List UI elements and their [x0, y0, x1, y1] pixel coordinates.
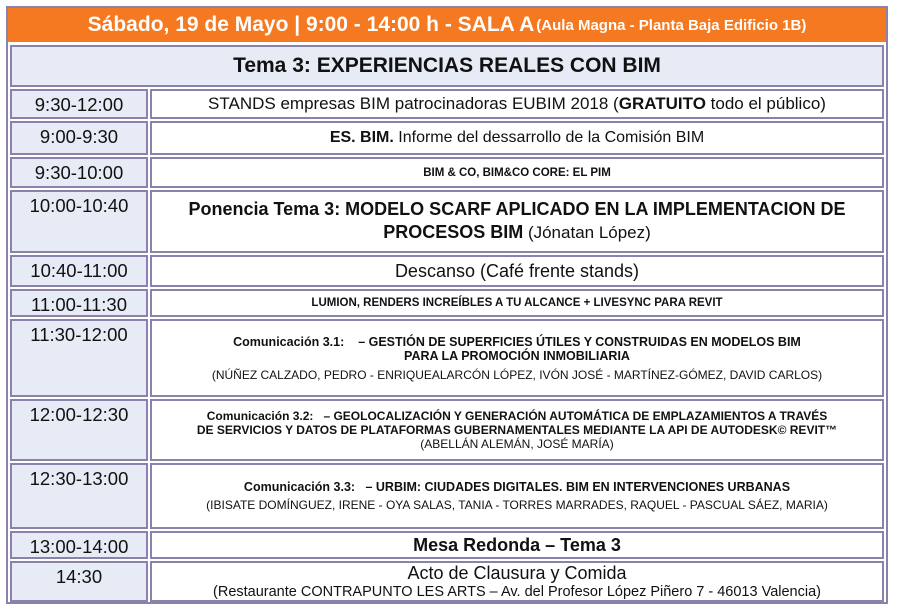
row-text: Descanso (Café frente stands): [394, 260, 640, 281]
talk-title: Ponencia Tema 3: MODELO SCARF APLICADO EN LA IMPLEMENTACION DE: [188, 199, 846, 219]
row-description: [150, 531, 884, 559]
schedule-row: [10, 531, 884, 559]
row-time: 12:00-12:30: [10, 399, 148, 461]
row-description: [150, 121, 884, 155]
communication-title-continued: PARA LA PROMOCIÓN INMOBILIARIA: [404, 348, 630, 363]
schedule-row: [10, 89, 884, 119]
topic-title: Tema 3: EXPERIENCIAS REALES CON BIM: [10, 45, 884, 87]
day-header-main: Sábado, 19 de Mayo | 9:00 - 14:00 h - SALA A: [87, 13, 535, 36]
row-text: todo el público): [705, 94, 826, 113]
communication-title: – URBIM: CIUDADES DIGITALES. BIM EN INTERVENCIONES URBANAS: [365, 480, 791, 494]
row-time: 13:00-14:00: [10, 531, 148, 559]
row-description: [150, 561, 884, 602]
row-time: 9:30-12:00: [10, 89, 148, 119]
schedule-row: [10, 289, 884, 317]
row-text: STANDS empresas BIM patrocinadoras EUBIM 2018 (: [208, 94, 619, 113]
row-time: 11:00-11:30: [10, 289, 148, 317]
row-time: 9:30-10:00: [10, 157, 148, 188]
row-time: 9:00-9:30: [10, 121, 148, 155]
row-text: BIM & CO, BIM&CO CORE: EL PIM: [423, 166, 611, 179]
talk-speaker: (Jónatan López): [523, 223, 651, 242]
schedule-row: [10, 190, 884, 253]
row-text: Mesa Redonda – Tema 3: [413, 534, 621, 555]
schedule-row: [10, 561, 884, 602]
schedule-row: [10, 121, 884, 155]
row-description: [150, 319, 884, 397]
schedule-row: [10, 319, 884, 397]
communication-label: Comunicación 3.1:: [233, 334, 345, 349]
communication-authors: (NÚÑEZ CALZADO, PEDRO - ENRIQUEALARCÓN LÓPEZ, IVÓN JOSÉ - MARTÍNEZ-GÓMEZ, DAVID CARLOS): [211, 367, 823, 382]
row-bold-text: ES. BIM.: [329, 129, 394, 146]
row-time: 14:30: [10, 561, 148, 602]
schedule-row: [10, 463, 884, 529]
communication-authors: (IBISATE DOMÍNGUEZ, IRENE - OYA SALAS, TANIA - TORRES MARRADES, RAQUEL - PASCUAL SÁEZ, MARIA): [206, 498, 828, 512]
row-description: [150, 289, 884, 317]
communication-label: Comunicación 3.3:: [243, 480, 356, 494]
schedule-row: [10, 399, 884, 461]
schedule-row: [10, 157, 884, 188]
row-description: [150, 399, 884, 461]
communication-label: Comunicación 3.2:: [206, 409, 314, 423]
schedule-row: [10, 255, 884, 287]
communication-title: – GESTIÓN DE SUPERFICIES ÚTILES Y CONSTRUIDAS EN MODELOS BIM: [358, 334, 801, 349]
row-description: [150, 255, 884, 287]
row-text: LUMION, RENDERS INCREÍBLES A TU ALCANCE + LIVESYNC PARA REVIT: [311, 297, 723, 309]
row-time: 12:30-13:00: [10, 463, 148, 529]
day-header: [8, 8, 886, 42]
row-time: 11:30-12:00: [10, 319, 148, 397]
schedule-table: [6, 6, 888, 604]
day-header-location: (Aula Magna - Planta Baja Edificio 1B): [536, 16, 807, 34]
row-subtext: (Restaurante CONTRAPUNTO LES ARTS – Av. del Profesor López Piñero 7 - 46013 Valencia): [213, 584, 821, 600]
communication-title-continued: DE SERVICIOS Y DATOS DE PLATAFORMAS GUBERNAMENTALES MEDIANTE LA API DE AUTODESK© REVIT™: [196, 423, 838, 437]
talk-title-continued: PROCESOS BIM: [383, 222, 524, 242]
row-text: Acto de Clausura y Comida: [407, 563, 627, 583]
row-text: Informe del dessarrollo de la Comisión BIM: [393, 129, 705, 146]
communication-title: – GEOLOCALIZACIÓN Y GENERACIÓN AUTOMÁTICA DE EMPLAZAMIENTOS A TRAVÉS: [323, 409, 828, 423]
row-description: [150, 190, 884, 253]
row-description: [150, 157, 884, 188]
row-bold-text: GRATUITO: [618, 94, 706, 113]
row-description: [150, 89, 884, 119]
row-time: 10:40-11:00: [10, 255, 148, 287]
row-description: [150, 463, 884, 529]
row-time: 10:00-10:40: [10, 190, 148, 253]
communication-authors: (ABELLÁN ALEMÁN, JOSÉ MARÍA): [420, 437, 614, 451]
